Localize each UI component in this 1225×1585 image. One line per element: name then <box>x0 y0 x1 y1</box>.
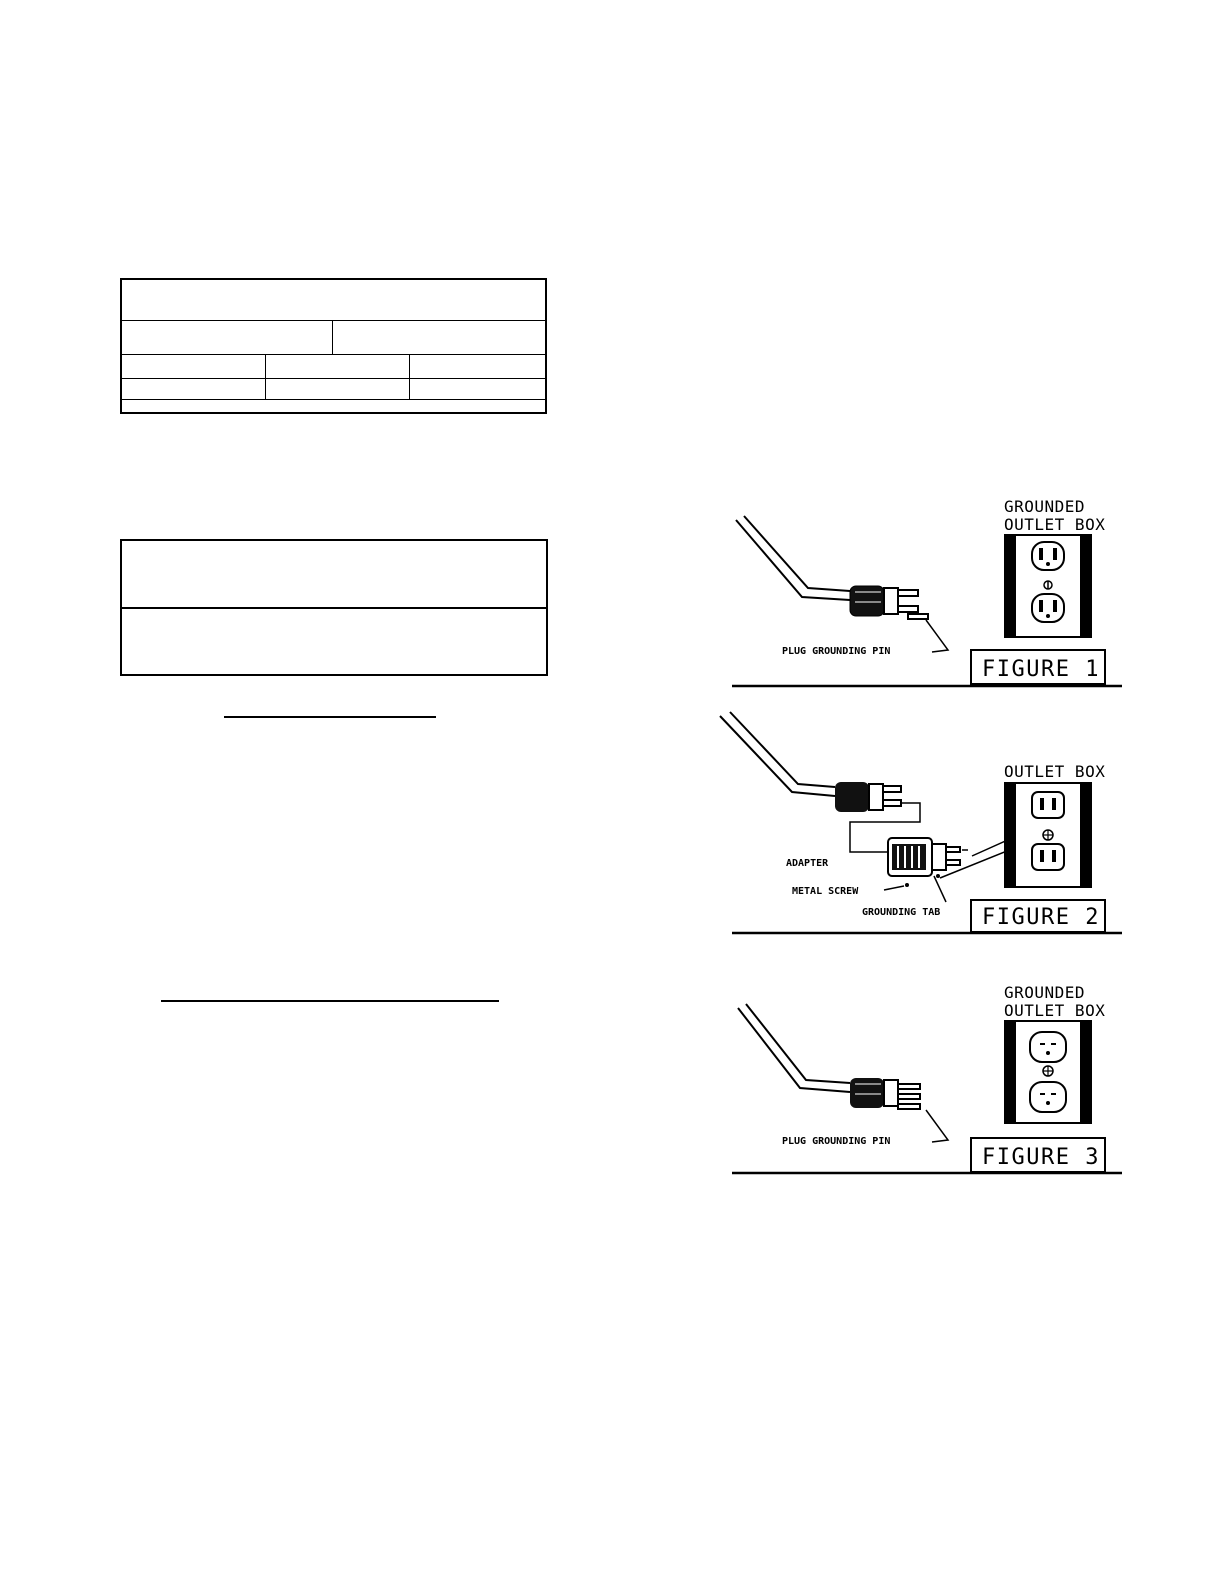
plug <box>850 586 928 619</box>
table-rule <box>122 378 545 379</box>
callout-metal-screw: METAL SCREW <box>792 886 859 897</box>
grounded-outlet-box <box>1004 1020 1092 1124</box>
callout-plug-grounding-pin: PLUG GROUNDING PIN <box>782 646 891 657</box>
box-divider <box>120 607 548 609</box>
outlet-title-line-2: OUTLET BOX <box>1004 515 1106 534</box>
outlet-title-line-2: OUTLET BOX <box>1004 1001 1106 1020</box>
empty-table <box>120 278 547 414</box>
callout-grounding-tab: GROUNDING TAB <box>862 907 941 918</box>
heading-underline <box>224 716 436 718</box>
table-rule <box>122 320 545 321</box>
adapter <box>888 838 960 878</box>
plug <box>835 782 901 812</box>
outlet-title-line-1: GROUNDED <box>1004 497 1086 516</box>
table-rule <box>122 354 545 355</box>
empty-notice-box <box>120 539 548 676</box>
figure-2-drawing <box>700 704 1130 940</box>
figure-label: FIGURE 2 <box>982 905 1100 930</box>
table-rule <box>122 399 545 400</box>
heading-underline <box>161 1000 499 1002</box>
plug <box>850 1078 920 1109</box>
figure-2 <box>700 704 1130 940</box>
figure-3-drawing <box>700 980 1130 1180</box>
table-divider <box>409 354 410 399</box>
cord <box>720 716 835 796</box>
outlet-title-line-1: GROUNDED <box>1004 983 1086 1002</box>
table-divider <box>332 320 333 354</box>
grounded-outlet-box <box>1004 534 1092 638</box>
callout-adapter: ADAPTER <box>786 858 829 869</box>
figure-3 <box>700 980 1130 1180</box>
cord <box>738 1008 850 1092</box>
outlet-box <box>1004 782 1092 888</box>
table-divider <box>265 354 266 399</box>
cord <box>736 520 850 600</box>
figure-1-drawing <box>700 490 1130 690</box>
figure-label: FIGURE 1 <box>982 657 1100 682</box>
figure-1 <box>700 490 1130 690</box>
figure-label: FIGURE 3 <box>982 1145 1100 1170</box>
callout-plug-grounding-pin: PLUG GROUNDING PIN <box>782 1136 891 1147</box>
outlet-title-line-1: OUTLET BOX <box>1004 762 1106 781</box>
